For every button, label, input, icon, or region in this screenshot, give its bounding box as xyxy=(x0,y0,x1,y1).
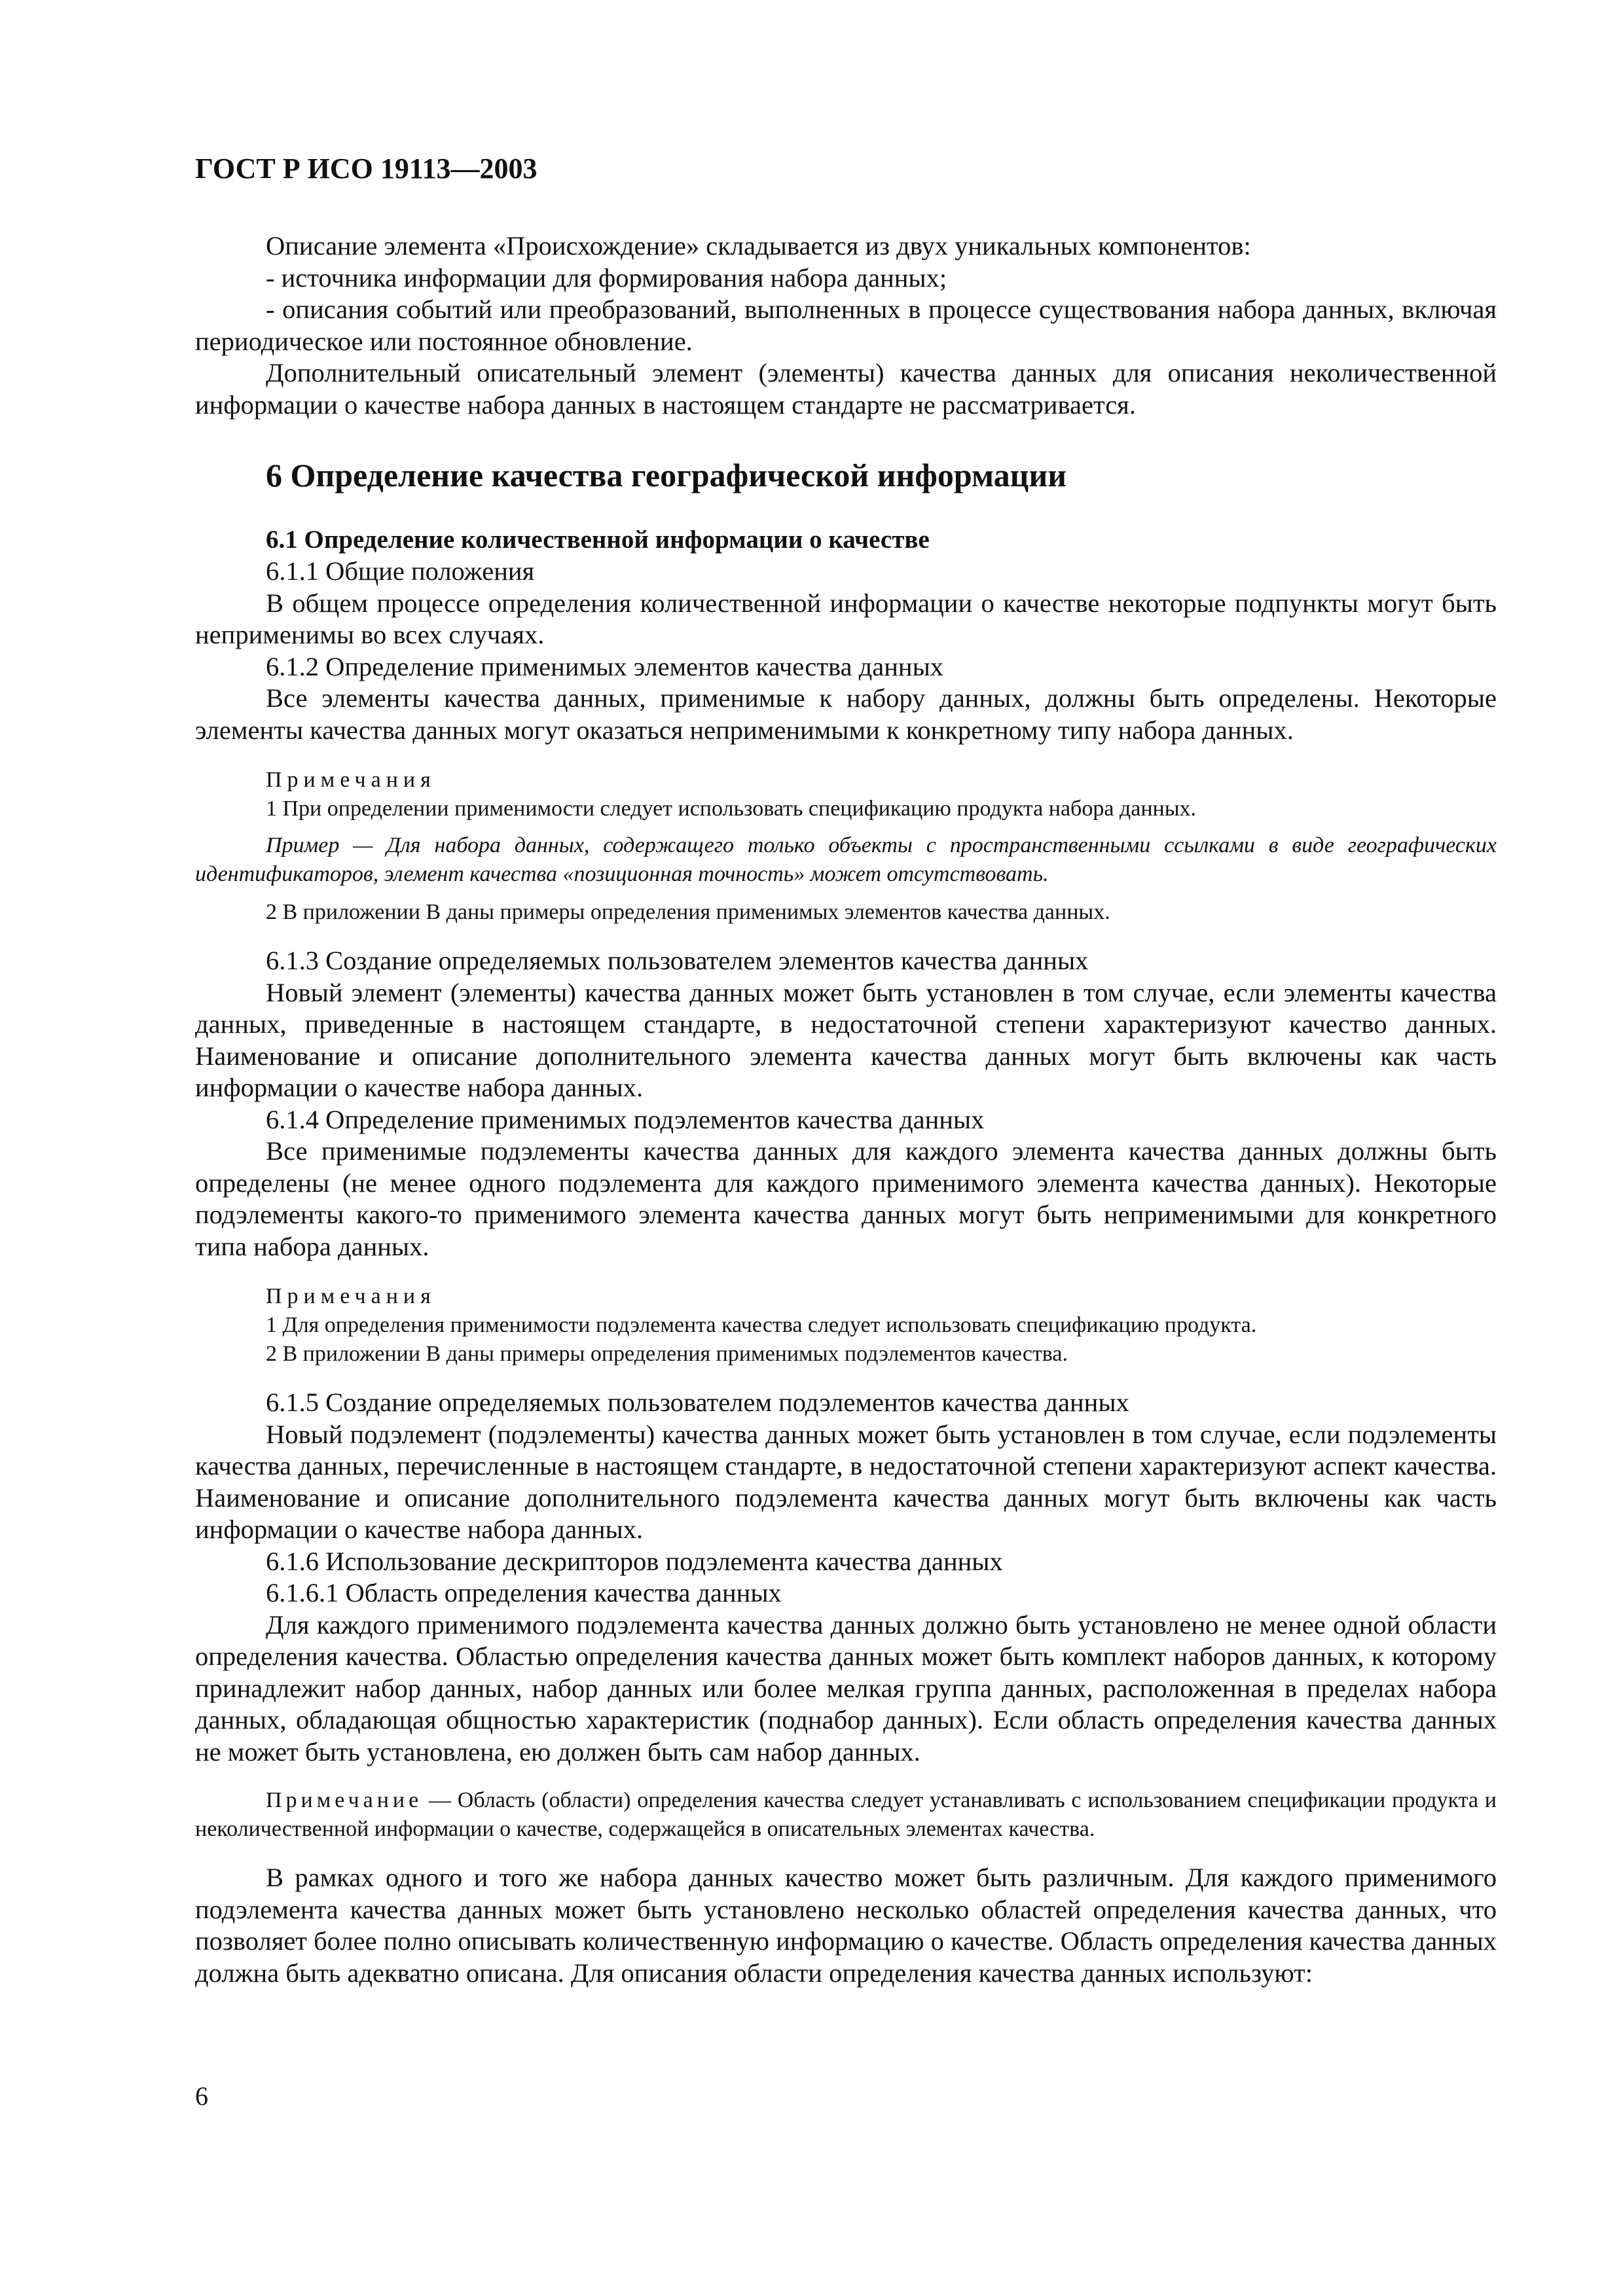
notes-1-item-1: 1 При определении применимости следует использовать спецификацию продукта набора данных. xyxy=(266,797,1197,821)
final-paragraph: В рамках одного и того же набора данных качество может быть различным. Для каждого применимого подэлемента качества данных может быть установлено несколько областей определения качества данных, что позволяет более полно описывать количественную информацию о качестве. Область определения качества данных должна быть адекватно описана. Для описания области определения качества данных используют: xyxy=(195,1863,1497,1988)
section-6-1-1-text: В общем процессе определения количественной информации о качестве некоторые подпункты могут быть неприменимы во всех случаях. xyxy=(195,588,1497,649)
section-6-title: 6 Определение качества географической информации xyxy=(266,457,1067,493)
section-6-1-5-title: 6.1.5 Создание определяемых пользователем подэлементов качества данных xyxy=(266,1388,1129,1417)
section-6-1-4-text: Все применимые подэлементы качества данных для каждого элемента качества данных должны быть определены (не менее одного подэлемента для каждого применимого элемента качества данных). Некоторые подэлементы какого-то применимого элемента качества данных могут быть неприменимыми для конкретного типа набора данных. xyxy=(195,1136,1497,1261)
notes-2-item-1: 1 Для определения применимости подэлемента качества следует использовать спецификацию продукта. xyxy=(266,1313,1257,1337)
section-6-1-6-1-title: 6.1.6.1 Область определения качества данных xyxy=(266,1578,782,1607)
notes-2-item-2: 2 В приложении В даны примеры определения применимых подэлементов качества. xyxy=(266,1342,1068,1366)
intro-paragraph-1: Описание элемента «Происхождение» складывается из двух уникальных компонентов: xyxy=(266,231,1251,260)
notes-1-item-2: 2 В приложении В даны примеры определения применимых элементов качества данных. xyxy=(266,900,1110,924)
notes-1-example: Пример — Для набора данных, содержащего только объекты с пространственными ссылками в виде географических идентификаторов, элемент качества «позиционная точность» может отсутствовать. xyxy=(195,833,1497,886)
section-6-1-5-text: Новый подэлемент (подэлементы) качества данных может быть установлен в том случае, если подэлементы качества данных, перечисленные в настоящем стандарте, в недостаточной степени характеризуют аспект качества. Наименование и описание дополнительного подэлемента качества данных могут быть включены как часть информации о качестве набора данных. xyxy=(195,1419,1497,1544)
intro-paragraph-2: Дополнительный описательный элемент (элементы) качества данных для описания неколичественной информации о качестве набора данных в настоящем стандарте не рассматривается. xyxy=(195,358,1497,420)
section-6-1-2-text: Все элементы качества данных, применимые к набору данных, должны быть определены. Некоторые элементы качества данных могут оказаться неприменимыми к конкретному типу набора данных. xyxy=(195,683,1497,745)
section-6-1-1-title: 6.1.1 Общие положения xyxy=(266,556,535,586)
section-6-1-6-title: 6.1.6 Использование дескрипторов подэлемента качества данных xyxy=(266,1546,1003,1576)
note-3-text: — Область (области) определения качества следует устанавливать с использованием спецификации продукта и неколичественной информации о качестве, содержащейся в описательных элементах качества. xyxy=(195,1788,1497,1841)
document-page xyxy=(195,151,1497,1989)
note-3-lead: Примечание xyxy=(266,1788,423,1812)
notes-2-heading: Примечания xyxy=(266,1284,436,1308)
page-number: 6 xyxy=(195,2081,208,2111)
section-6-1-3-text: Новый элемент (элементы) качества данных может быть установлен в том случае, если элементы качества данных, приведенные в настоящем стандарте, в недостаточной степени характеризуют качество данных. Наименование и описание дополнительного элемента качества данных могут быть включены как часть информации о качестве набора данных. xyxy=(195,977,1497,1102)
section-6-1-3-title: 6.1.3 Создание определяемых пользователем элементов качества данных xyxy=(266,946,1089,975)
section-6-1-6-1-text: Для каждого применимого подэлемента качества данных должно быть установлено не менее одной области определения качества. Областью определения качества данных может быть комплект наборов данных, к которому принадлежит набор данных, набор данных или более мелкая группа данных, расположенная в пределах набора данных, обладающая общностью характеристик (поднабор данных). Если область определения качества данных не может быть установлена, ею должен быть сам набор данных. xyxy=(195,1609,1497,1767)
section-6-1-2-title: 6.1.2 Определение применимых элементов качества данных xyxy=(266,651,944,681)
document-header: ГОСТ Р ИСО 19113—2003 xyxy=(195,152,538,185)
section-6-1-4-title: 6.1.4 Определение применимых подэлементов качества данных xyxy=(266,1104,985,1134)
note-3 xyxy=(195,1786,1497,1844)
notes-1-heading: Примечания xyxy=(266,768,436,792)
intro-list-item-2: - описания событий или преобразований, выполненных в процессе существования набора данных, включая периодическое или постоянное обновление. xyxy=(195,295,1497,356)
section-6-1-title: 6.1 Определение количественной информации о качестве xyxy=(266,526,930,554)
intro-list-item-1: - источника информации для формирования набора данных; xyxy=(266,262,947,293)
